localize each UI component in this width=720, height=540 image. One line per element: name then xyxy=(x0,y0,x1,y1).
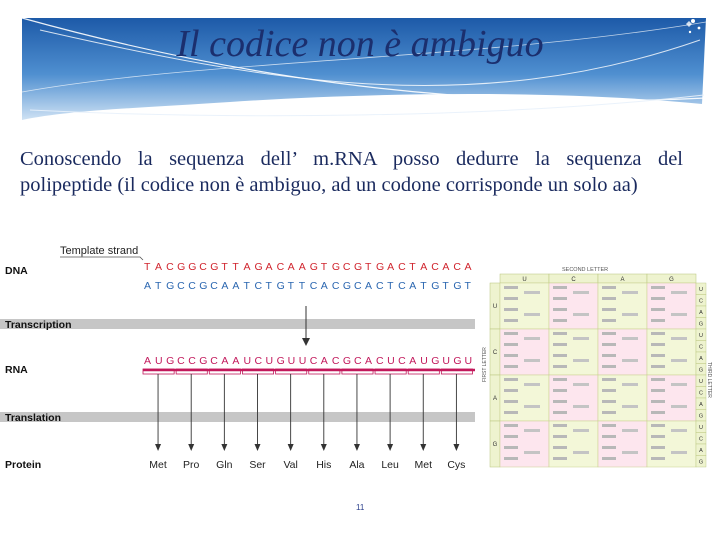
column-header: G xyxy=(669,277,674,283)
column-header: U xyxy=(522,277,527,283)
paragraph-line-2: polipeptide (il codice non è ambiguo, ad un codone corrisponde un solo aa) xyxy=(20,174,638,196)
rna-base: A xyxy=(221,355,229,367)
amino-acid-entry xyxy=(524,405,540,408)
amino-acid-label: Met xyxy=(149,459,167,471)
coding-base: T xyxy=(155,280,162,292)
codon-entry xyxy=(602,435,616,438)
template-base: T xyxy=(320,261,328,273)
rna-base: C xyxy=(398,355,406,367)
rna-base: U xyxy=(265,355,274,367)
codon-block xyxy=(500,283,549,329)
codon-block xyxy=(647,329,696,375)
paragraph-line-1: Conoscendo la sequenza dell’ m.RNA posso dedurre la sequenza del xyxy=(20,148,683,170)
coding-base: G xyxy=(199,280,208,292)
translation-arrowhead xyxy=(387,444,393,451)
rna-base: U xyxy=(243,355,252,367)
third-letter: U xyxy=(699,425,703,431)
codon-entry xyxy=(504,319,518,322)
template-base: G xyxy=(188,261,197,273)
rna-base: C xyxy=(188,355,196,367)
second-letter-label: SECOND LETTER xyxy=(562,267,609,273)
coding-base: A xyxy=(232,280,240,292)
codon-entry xyxy=(602,308,616,311)
coding-base: A xyxy=(221,280,229,292)
codon-entry xyxy=(651,365,665,368)
amino-acid-entry xyxy=(671,291,687,294)
codon-entry xyxy=(651,319,665,322)
amino-acid-entry xyxy=(573,429,589,432)
slide-title: Il codice non è ambiguo xyxy=(176,23,544,65)
coding-base: T xyxy=(287,280,295,292)
codon-block xyxy=(647,283,696,329)
template-base: C xyxy=(166,261,174,273)
codon-block xyxy=(500,421,549,467)
codon-entry xyxy=(651,435,665,438)
amino-acid-entry xyxy=(671,313,687,316)
amino-acid-entry xyxy=(622,313,638,316)
codon-entry xyxy=(651,308,665,311)
amino-acid-entry xyxy=(622,383,638,386)
codon-entry xyxy=(553,378,567,381)
third-letter: A xyxy=(699,310,703,316)
codon-block xyxy=(598,329,647,375)
codon-entry xyxy=(602,286,616,289)
codon-entry xyxy=(553,308,567,311)
third-letter: C xyxy=(699,390,703,397)
amino-acid-entry xyxy=(622,359,638,362)
template-base: C xyxy=(398,261,406,273)
codon-entry xyxy=(651,411,665,414)
third-letter: A xyxy=(699,402,703,408)
rna-base: C xyxy=(331,355,340,367)
amino-acid-entry xyxy=(573,359,589,362)
rna-base: G xyxy=(342,355,352,367)
transcription-translation-figure xyxy=(0,238,480,478)
template-base: T xyxy=(409,261,416,273)
template-base: G xyxy=(210,261,219,273)
codon-entry xyxy=(602,446,616,449)
codon-entry xyxy=(651,343,665,346)
rna-base: G xyxy=(276,355,285,367)
rna-base: A xyxy=(232,355,240,367)
amino-acid-entry xyxy=(524,359,540,362)
codon-entry xyxy=(602,400,616,403)
codon-entry xyxy=(553,354,567,357)
codon-entry xyxy=(602,343,616,346)
codon-entry xyxy=(504,297,518,300)
coding-strand xyxy=(144,280,471,292)
codon-block xyxy=(549,329,598,375)
codon-block xyxy=(549,375,598,421)
row-header: U xyxy=(492,304,498,310)
codon-entry xyxy=(553,389,567,392)
coding-base: T xyxy=(243,280,250,292)
template-base: G xyxy=(331,261,341,273)
codon-entry xyxy=(553,435,567,438)
codon-entry xyxy=(504,378,518,381)
rna-base: C xyxy=(210,355,218,367)
coding-base: T xyxy=(464,280,471,292)
coding-base: A xyxy=(365,280,373,292)
amino-acid-entry xyxy=(573,337,589,340)
third-letter: A xyxy=(699,448,703,454)
coding-base: T xyxy=(387,280,394,292)
template-base: T xyxy=(221,261,228,273)
third-letter: A xyxy=(699,356,703,362)
third-letter: C xyxy=(699,436,703,443)
codon-entry xyxy=(553,286,567,289)
translation-arrowhead xyxy=(288,444,294,451)
translation-arrowhead xyxy=(354,444,360,451)
label-translation: Translation xyxy=(5,412,62,424)
amino-acid-entry xyxy=(671,405,687,408)
codon-entry xyxy=(553,446,567,449)
translation-arrowhead xyxy=(420,444,426,451)
codon-entry xyxy=(651,457,665,460)
amino-acid-label: Ser xyxy=(249,459,266,471)
third-letter: U xyxy=(699,379,703,385)
coding-base: A xyxy=(320,280,328,292)
translation-bar xyxy=(0,412,475,422)
amino-acid-entry xyxy=(573,405,589,408)
label-protein: Protein xyxy=(5,459,42,471)
template-base: G xyxy=(254,261,263,273)
row-header: C xyxy=(492,350,498,356)
rna-base: A xyxy=(365,355,373,367)
codon-entry xyxy=(651,446,665,449)
codon-entry xyxy=(651,286,665,289)
label-transcription: Transcription xyxy=(5,319,72,331)
codon-entry xyxy=(504,332,518,335)
template-base: T xyxy=(144,261,151,273)
codon-entry xyxy=(504,424,518,427)
amino-acid-label: His xyxy=(316,459,332,471)
transcription-arrowhead xyxy=(302,338,310,346)
rna-base: A xyxy=(409,355,417,367)
coding-base: G xyxy=(431,280,440,292)
codon-entry xyxy=(504,457,518,460)
template-base: A xyxy=(298,261,306,273)
amino-acid-entry xyxy=(671,359,687,362)
rna-base: U xyxy=(298,355,307,367)
amino-acid-entry xyxy=(622,291,638,294)
amino-acid-entry xyxy=(622,451,638,454)
translation-arrowhead xyxy=(155,444,161,451)
rna-base: U xyxy=(442,355,450,367)
amino-acid-label: Leu xyxy=(381,459,399,471)
codon-entry xyxy=(602,297,616,300)
coding-base: C xyxy=(398,280,406,292)
codon-block xyxy=(500,329,549,375)
rna-base: C xyxy=(376,355,384,367)
codon-block xyxy=(647,421,696,467)
rna-base: U xyxy=(155,355,163,367)
codon-entry xyxy=(651,354,665,357)
template-base: C xyxy=(276,261,285,273)
amino-acids xyxy=(149,459,465,471)
coding-base: T xyxy=(442,280,449,292)
codon-block xyxy=(549,421,598,467)
template-strand-label: Template strand xyxy=(60,245,139,257)
codon-entry xyxy=(651,332,665,335)
codon-entry xyxy=(504,308,518,311)
template-base: A xyxy=(387,261,395,273)
amino-acid-entry xyxy=(524,429,540,432)
coding-base: C xyxy=(309,280,318,292)
codon-entry xyxy=(602,332,616,335)
codon-entry xyxy=(504,400,518,403)
column-header: C xyxy=(571,277,576,283)
codon-entry xyxy=(602,411,616,414)
codon-entry xyxy=(553,343,567,346)
codon-entry xyxy=(504,411,518,414)
codon-entry xyxy=(504,354,518,357)
third-letter: G xyxy=(698,367,704,374)
codon-entry xyxy=(504,435,518,438)
amino-acid-entry xyxy=(671,429,687,432)
row-header: G xyxy=(492,442,498,448)
codon-entry xyxy=(553,411,567,414)
codon-entry xyxy=(602,354,616,357)
template-base: G xyxy=(376,261,385,273)
template-base: T xyxy=(232,261,239,273)
amino-acid-entry xyxy=(671,383,687,386)
rna-base: G xyxy=(431,355,440,367)
rna-base: C xyxy=(309,355,318,367)
codon-block xyxy=(549,283,598,329)
rna-base: U xyxy=(420,355,428,367)
column-header: A xyxy=(620,277,625,283)
rna-base: C xyxy=(177,355,185,367)
body-paragraph xyxy=(20,146,683,198)
codon-block xyxy=(647,375,696,421)
rna-base: A xyxy=(320,355,328,367)
amino-acid-entry xyxy=(573,451,589,454)
codon-entry xyxy=(602,457,616,460)
template-base: G xyxy=(353,261,363,273)
codon-entry xyxy=(504,343,518,346)
rna-base: U xyxy=(464,355,473,367)
third-letter-label: THIRD LETTER xyxy=(706,362,712,398)
codon-entry xyxy=(651,378,665,381)
codon-entry xyxy=(504,365,518,368)
codon-block xyxy=(500,375,549,421)
codon-entry xyxy=(651,297,665,300)
codon-entry xyxy=(651,389,665,392)
template-base: T xyxy=(365,261,372,273)
template-base: C xyxy=(342,261,351,273)
template-strand-pointer xyxy=(60,257,143,260)
amino-acid-entry xyxy=(524,383,540,386)
rna-base: G xyxy=(199,355,208,367)
amino-acid-label: Gln xyxy=(216,459,233,471)
translation-arrowhead xyxy=(453,444,459,451)
third-letter: C xyxy=(699,344,703,351)
coding-base: G xyxy=(276,280,285,292)
amino-acid-entry xyxy=(573,313,589,316)
codon-block xyxy=(598,375,647,421)
translation-arrowhead xyxy=(221,444,227,451)
rna-base: C xyxy=(254,355,263,367)
codon-entry xyxy=(651,424,665,427)
coding-base: G xyxy=(342,280,352,292)
amino-acid-entry xyxy=(524,291,540,294)
codon-entry xyxy=(553,365,567,368)
amino-acid-entry xyxy=(524,451,540,454)
coding-base: C xyxy=(353,280,362,292)
codon-entry xyxy=(602,319,616,322)
template-base: A xyxy=(287,261,295,273)
page-number: 11 xyxy=(356,503,365,512)
coding-base: T xyxy=(265,280,272,292)
coding-base: C xyxy=(177,280,185,292)
codon-entry xyxy=(651,400,665,403)
template-base: A xyxy=(155,261,163,273)
third-letter: U xyxy=(699,333,703,339)
third-letter: U xyxy=(699,287,703,293)
coding-base: T xyxy=(420,280,427,292)
third-letter: G xyxy=(698,459,704,466)
amino-acid-entry xyxy=(671,337,687,340)
coding-base: C xyxy=(331,280,340,292)
amino-acid-label: Met xyxy=(414,459,433,471)
translation-arrowhead xyxy=(188,444,194,451)
codon-arrows xyxy=(143,369,473,451)
amino-acid-entry xyxy=(524,337,540,340)
template-base: A xyxy=(265,261,273,273)
amino-acid-entry xyxy=(573,383,589,386)
codon-entry xyxy=(553,457,567,460)
template-base: G xyxy=(309,261,318,273)
coding-base: C xyxy=(254,280,263,292)
codon-entry xyxy=(504,389,518,392)
codon-table xyxy=(482,262,720,466)
third-letter: G xyxy=(698,321,704,328)
amino-acid-entry xyxy=(524,313,540,316)
label-dna: DNA xyxy=(5,265,28,277)
coding-base: C xyxy=(188,280,196,292)
codon-entry xyxy=(553,424,567,427)
coding-base: A xyxy=(409,280,417,292)
template-base: C xyxy=(453,261,461,273)
codon-entry xyxy=(602,365,616,368)
rna-base: G xyxy=(453,355,462,367)
rna-base: G xyxy=(166,355,175,367)
codon-block xyxy=(598,421,647,467)
codon-entry xyxy=(553,332,567,335)
rna-base: C xyxy=(353,355,362,367)
codon-entry xyxy=(602,378,616,381)
amino-acid-entry xyxy=(671,451,687,454)
codon-entry xyxy=(553,400,567,403)
rna-strand xyxy=(144,355,472,367)
codon-entry xyxy=(504,286,518,289)
codon-entry xyxy=(553,297,567,300)
coding-base: C xyxy=(376,280,384,292)
row-header: A xyxy=(492,396,498,402)
amino-acid-entry xyxy=(622,429,638,432)
template-base: C xyxy=(199,261,207,273)
translation-arrowhead xyxy=(321,444,327,451)
rna-base: U xyxy=(387,355,395,367)
amino-acid-label: Val xyxy=(283,459,298,471)
template-base: G xyxy=(177,261,186,273)
coding-base: C xyxy=(210,280,218,292)
codon-grid xyxy=(490,274,706,467)
codon-entry xyxy=(504,446,518,449)
amino-acid-entry xyxy=(622,337,638,340)
template-base: A xyxy=(442,261,450,273)
amino-acid-label: Ala xyxy=(349,459,365,471)
amino-acid-label: Cys xyxy=(447,459,466,471)
coding-base: G xyxy=(166,280,175,292)
template-base: A xyxy=(243,261,251,273)
template-base: A xyxy=(420,261,428,273)
amino-acid-entry xyxy=(573,291,589,294)
third-letter: C xyxy=(699,298,703,305)
codon-entry xyxy=(553,319,567,322)
coding-base: A xyxy=(144,280,152,292)
codon-block xyxy=(598,283,647,329)
coding-base: G xyxy=(453,280,462,292)
label-rna: RNA xyxy=(5,364,28,376)
rna-base: A xyxy=(144,355,152,367)
amino-acid-label: Pro xyxy=(183,459,200,471)
coding-base: T xyxy=(298,280,306,292)
first-letter-label: FIRST LETTER xyxy=(482,347,488,382)
template-base: C xyxy=(431,261,439,273)
template-base: A xyxy=(464,261,472,273)
template-strand xyxy=(144,261,471,273)
amino-acid-entry xyxy=(622,405,638,408)
codon-entry xyxy=(602,389,616,392)
rna-base: U xyxy=(287,355,296,367)
codon-entry xyxy=(602,424,616,427)
third-letter: G xyxy=(698,413,704,420)
translation-arrowhead xyxy=(255,444,261,451)
